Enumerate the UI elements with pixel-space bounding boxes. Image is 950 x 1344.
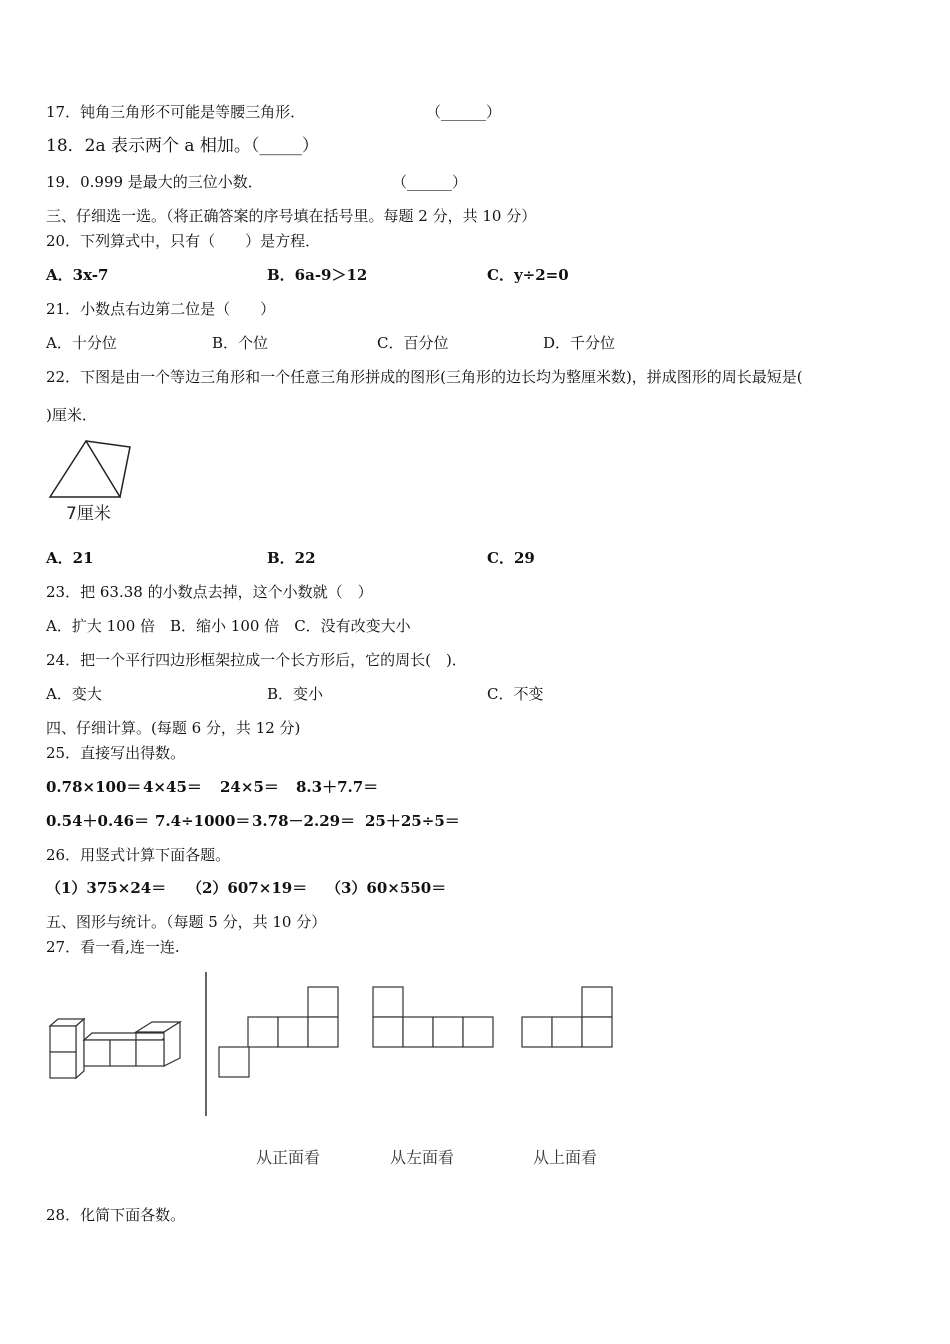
q25-item: 24×5＝ [220,778,279,796]
q26-item: （3）60×550＝ [326,879,447,897]
q17-text: 17．钝角三角形不可能是等腰三角形． [46,103,306,121]
q24-text: 24．把一个平行四边形框架拉成一个长方形后，它的周长( )． [46,651,467,669]
q19-text: 19．0.999 是最大的三位小数． [46,173,263,191]
q27-caption-top[interactable]: 从上面看 [533,1148,598,1167]
q25-text: 25．直接写出得数。 [46,744,186,762]
q24-option-a[interactable]: A．变大 [46,685,102,703]
q27-view-shape-2[interactable] [372,986,496,1050]
q27-caption-left[interactable]: 从左面看 [390,1148,455,1167]
q22-option-c[interactable]: C．29 [487,549,535,567]
q22-triangle-figure [46,438,136,500]
q27-cube-solid [46,1018,186,1082]
q22-figure-label: 7厘米 [66,504,111,524]
q22-text-line2: )厘米． [46,406,97,424]
q24-option-b[interactable]: B．变小 [267,685,324,703]
q26-text: 26．用竖式计算下面各题。 [46,846,231,864]
q18-text: 18．2a 表示两个 a 相加。（_____） [46,136,319,156]
q25-item: 25＋25÷5＝ [365,812,460,830]
q23-options[interactable]: A．扩大 100 倍 B．缩小 100 倍 C．没有改变大小 [46,617,411,635]
section5-heading: 五、图形与统计。（每题 5 分，共 10 分） [46,913,327,931]
q21-option-b[interactable]: B．个位 [212,334,269,352]
q27-caption-front[interactable]: 从正面看 [256,1148,321,1167]
q27-text: 27．看一看,连一连. [46,938,180,956]
q23-text: 23．把 63.38 的小数点去掉，这个小数就（ ） [46,583,373,601]
q19-answer-blank[interactable]: （______） [392,173,468,191]
q25-item: 8.3＋7.7＝ [296,778,379,796]
q25-item: 0.54＋0.46＝ [46,812,150,830]
q22-option-a[interactable]: A．21 [46,549,94,567]
section4-heading: 四、仔细计算。(每题 6 分，共 12 分) [46,719,301,737]
q20-option-c[interactable]: C．y÷2=0 [487,266,569,284]
q26-item: （1）375×24＝ [46,879,167,897]
q24-option-c[interactable]: C．不变 [487,685,544,703]
section3-heading: 三、仔细选一选。（将正确答案的序号填在括号里。每题 2 分，共 10 分） [46,207,537,225]
q28-text: 28．化简下面各数。 [46,1206,186,1224]
q25-item: 4×45＝ [143,778,202,796]
q27-view-shape-1[interactable] [218,986,340,1080]
q27-divider [204,972,208,1118]
q27-view-shape-3[interactable] [521,986,615,1050]
q21-option-c[interactable]: C．百分位 [377,334,449,352]
q20-text: 20．下列算式中，只有（ ）是方程． [46,232,321,250]
q25-item: 0.78×100＝ [46,778,142,796]
q20-option-a[interactable]: A．3x-7 [46,266,109,284]
q21-text: 21．小数点右边第二位是（ ） [46,300,276,318]
q17-answer-blank[interactable]: （______） [426,103,502,121]
q25-item: 3.78－2.29＝ [252,812,356,830]
q21-option-d[interactable]: D．千分位 [543,334,616,352]
q22-option-b[interactable]: B．22 [267,549,316,567]
q22-text-line1: 22．下图是由一个等边三角形和一个任意三角形拼成的图形(三角形的边长均为整厘米数)，拼成图形的周长最短是( [46,368,803,386]
q20-option-b[interactable]: B．6a-9＞12 [267,266,368,284]
q26-item: （2）607×19＝ [187,879,308,897]
q21-option-a[interactable]: A．十分位 [46,334,117,352]
q25-item: 7.4÷1000＝ [155,812,251,830]
